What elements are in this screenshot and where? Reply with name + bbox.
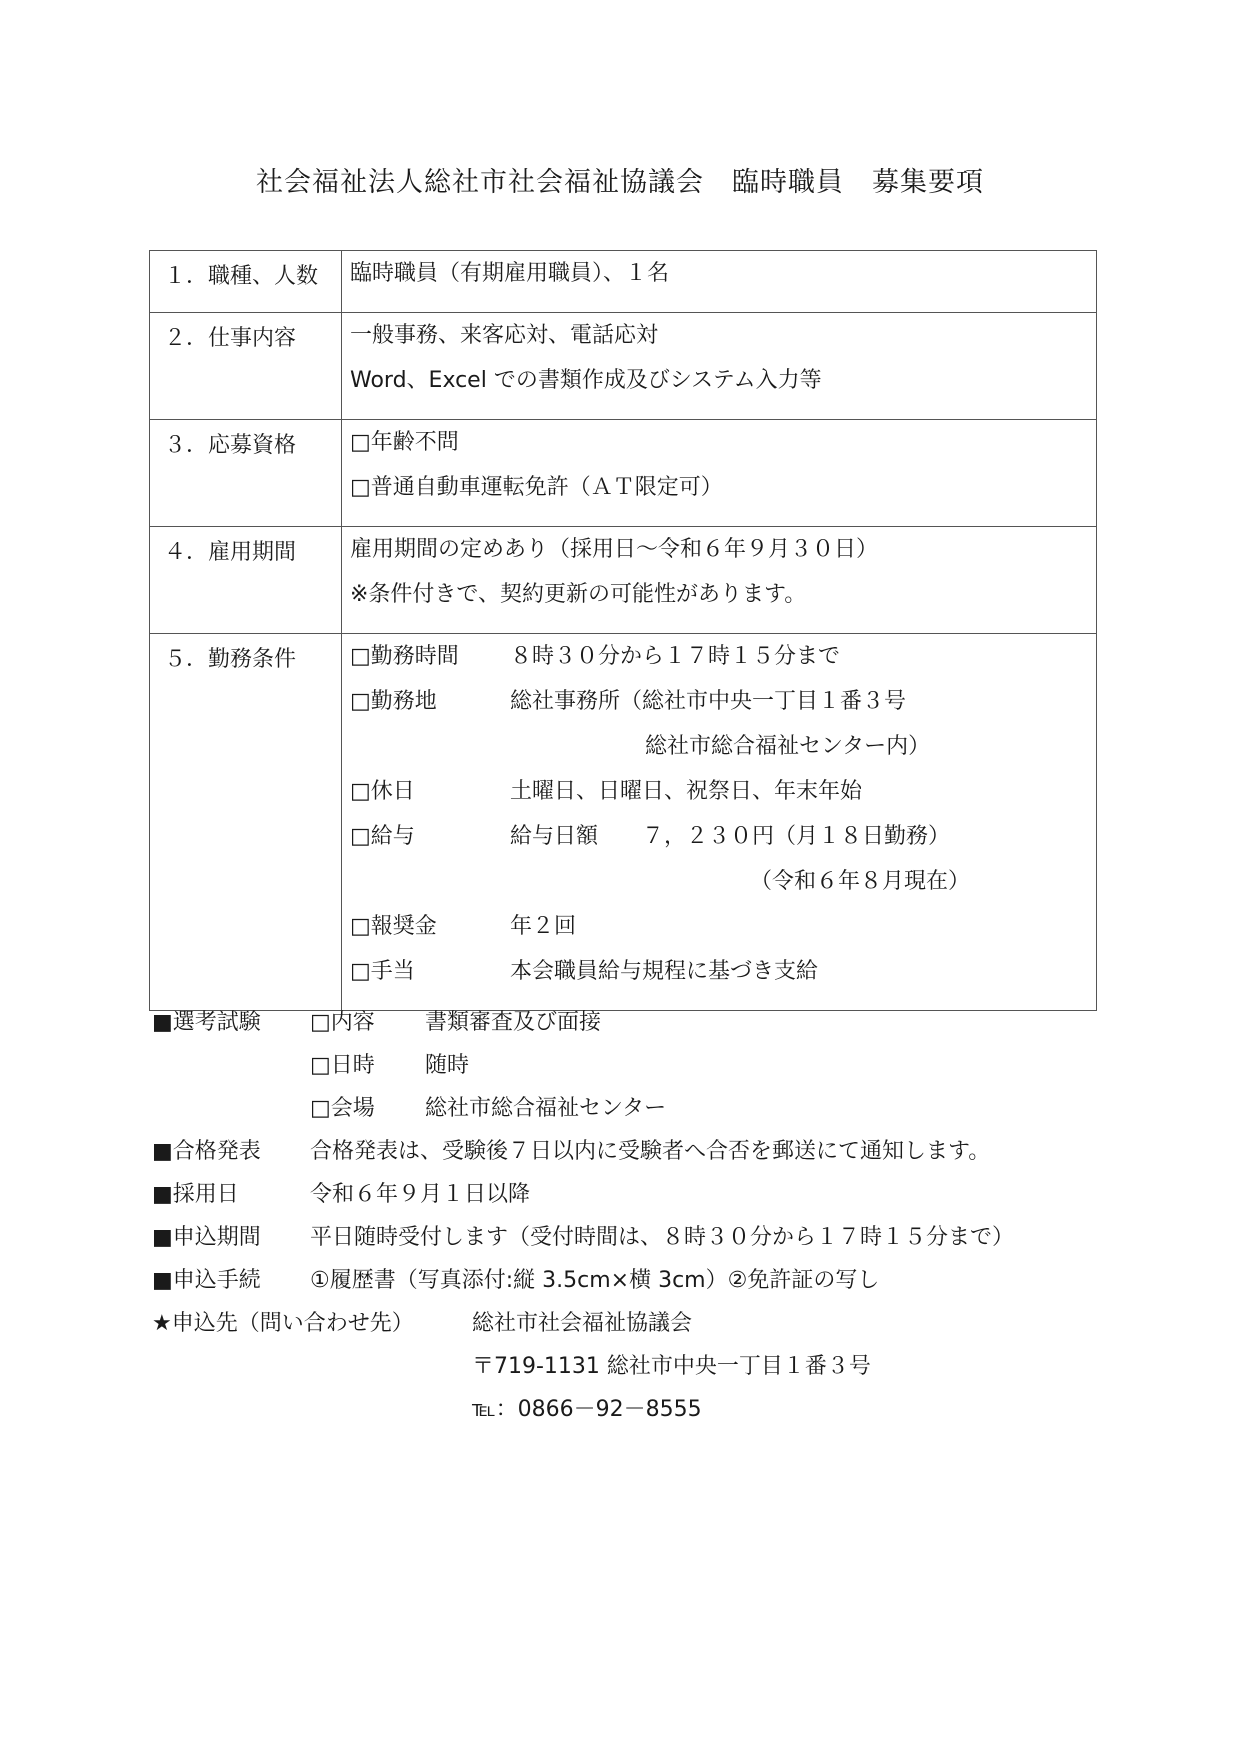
page-title: 社会福祉法人総社市社会福祉協議会 臨時職員 募集要項: [256, 167, 984, 198]
contact-address: 〒719-1131 総社市中央一丁目１番３号: [472, 1354, 871, 1379]
condition-key: □給与: [350, 824, 415, 849]
result-row: [152, 1137, 1092, 1180]
table-row-qualifications: [150, 420, 1097, 527]
exam-date-key: □日時: [310, 1053, 375, 1078]
condition-salary-cont: [350, 867, 1096, 912]
exam-content-value: 書類審査及び面接: [425, 1010, 602, 1035]
table-row-duties: [150, 313, 1097, 420]
condition-key: □勤務地: [350, 689, 437, 714]
exam-content-row: [152, 1008, 1092, 1051]
row-label: ４．雇用期間: [150, 527, 342, 634]
contact-org: 総社市社会福祉協議会: [472, 1311, 693, 1336]
row-content: [342, 634, 1097, 1011]
condition-salary: [350, 822, 1096, 867]
contact-tel-row: [152, 1395, 1092, 1438]
exam-date-value: 随時: [425, 1053, 470, 1078]
condition-value: ８時３０分から１７時１５分まで: [510, 644, 841, 669]
condition-key: □勤務時間: [350, 644, 459, 669]
application-period-value: 平日随時受付します（受付時間は、８時３０分から１７時１５分まで）: [310, 1225, 1015, 1250]
application-procedure-label: ■申込手続: [152, 1268, 261, 1293]
row-content: [342, 420, 1097, 527]
exam-label: ■選考試験: [152, 1010, 261, 1035]
row-line: 臨時職員（有期雇用職員）、１名: [350, 261, 670, 286]
condition-value: （令和６年８月現在）: [750, 869, 971, 894]
application-period-label: ■申込期間: [152, 1225, 261, 1250]
condition-key: □報奨金: [350, 914, 437, 939]
row-content: [342, 313, 1097, 420]
row-label: ３．応募資格: [150, 420, 342, 527]
row-line: ※条件付きで、契約更新の可能性があります。: [350, 582, 807, 607]
row-content: [342, 251, 1097, 313]
condition-work-hours: [350, 642, 1096, 687]
exam-venue-row: [152, 1094, 1092, 1137]
condition-value: 総社事務所（総社市中央一丁目１番３号: [510, 689, 907, 714]
hire-date-label: ■採用日: [152, 1182, 239, 1207]
info-section: [152, 1008, 1092, 1438]
condition-location: [350, 687, 1096, 732]
exam-venue-key: □会場: [310, 1096, 375, 1121]
row-line: 雇用期間の定めあり（採用日～令和６年９月３０日）: [350, 537, 879, 562]
application-procedure-row: [152, 1266, 1092, 1309]
condition-value: 土曜日、日曜日、祝祭日、年末年始: [510, 779, 863, 804]
hire-date-value: 令和６年９月１日以降: [310, 1182, 531, 1207]
condition-allowance: [350, 957, 1096, 1002]
contact-label: ★申込先（問い合わせ先）: [152, 1311, 414, 1336]
contact-row: [152, 1309, 1092, 1352]
recruitment-table: [149, 250, 1097, 1011]
exam-venue-value: 総社市総合福祉センター: [425, 1096, 667, 1121]
row-line: □普通自動車運転免許（ＡＴ限定可）: [350, 475, 723, 500]
table-row-period: [150, 527, 1097, 634]
contact-address-row: [152, 1352, 1092, 1395]
condition-value: 給与日額 ７，２３０円（月１８日勤務）: [510, 824, 951, 849]
table-row-conditions: [150, 634, 1097, 1011]
condition-holiday: [350, 777, 1096, 822]
condition-value: 総社市総合福祉センター内）: [645, 734, 931, 759]
row-content: [342, 527, 1097, 634]
row-line: Word、Excel での書類作成及びシステム入力等: [350, 368, 822, 393]
row-line: □年齢不問: [350, 430, 459, 455]
application-procedure-value: ①履歴書（写真添付:縦 3.5cm×横 3cm）②免許証の写し: [310, 1268, 880, 1293]
row-label: ５．勤務条件: [150, 634, 342, 1011]
exam-date-row: [152, 1051, 1092, 1094]
condition-location-cont: [350, 732, 1096, 777]
contact-tel: ℡：0866－92－8555: [472, 1397, 702, 1422]
exam-content-key: □内容: [310, 1010, 375, 1035]
table-row-job: [150, 251, 1097, 313]
result-value: 合格発表は、受験後７日以内に受験者へ合否を郵送にて通知します。: [310, 1139, 991, 1164]
condition-key: □手当: [350, 959, 415, 984]
application-period-row: [152, 1223, 1092, 1266]
result-label: ■合格発表: [152, 1139, 261, 1164]
condition-value: 年２回: [510, 914, 577, 939]
row-line: 一般事務、来客応対、電話応対: [350, 323, 659, 348]
condition-value: 本会職員給与規程に基づき支給: [510, 959, 819, 984]
condition-key: □休日: [350, 779, 415, 804]
row-label: １．職種、人数: [150, 251, 342, 313]
hire-date-row: [152, 1180, 1092, 1223]
condition-bonus: [350, 912, 1096, 957]
row-label: ２．仕事内容: [150, 313, 342, 420]
